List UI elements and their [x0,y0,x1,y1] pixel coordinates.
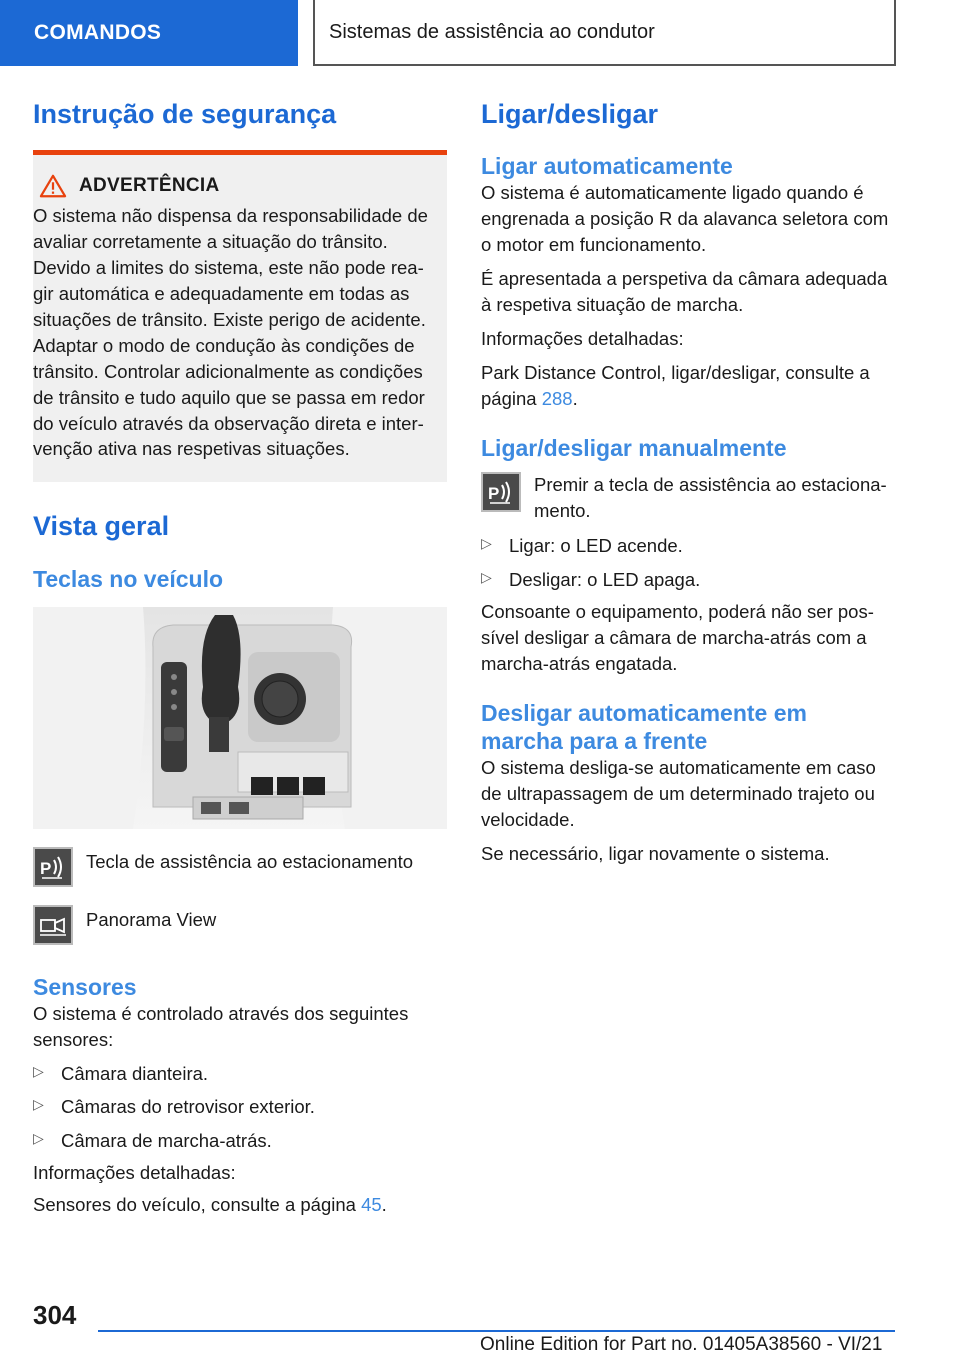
button-item-park-assist [33,847,447,887]
button-item-panorama [33,905,447,945]
auto-on-heading: Ligar automaticamente [481,153,733,180]
manual-heading: Ligar/desligar manualmente [481,434,787,461]
manual-list [481,533,895,593]
svg-text:P: P [40,858,52,878]
sensors-list [33,1061,447,1155]
edition-info: Online Edition for Part no. 01405A38560 - VI/21 [480,1334,883,1355]
details-reference-text: Sensores do veículo, consulte a página [33,1194,362,1216]
page-link-288[interactable]: 288 [541,387,573,409]
panorama-view-icon [33,905,73,945]
safety-heading: Instrução de segurança [33,99,337,129]
details-reference: Park Distance Control, ligar/desligar, consulte a página 288. [481,361,870,409]
park-assist-icon [33,847,73,887]
manual-note: Consoante o equipamento, poderá não ser pos-sível desligar a câmara de marcha-atrás com a marcha-atrás engatada. [481,601,874,674]
button-item-label: Panorama View [86,908,217,930]
details-reference: Sensores do veículo, consulte a página 45. [33,1194,387,1216]
list-item: ▷ Câmaras do retrovisor exterior. [33,1094,447,1120]
warning-text: O sistema não dispensa da responsabilidade de avaliar corretamente a situação do trânsito. Devido a limites do sistema, este não pode rea-gir automática e adequadamente em todas as situações de trânsito. Existe perigo de acidente. Adaptar o modo de condução às condições de trânsito. Controlar adicionalmente as condições de trânsito e tudo aquilo que se passa em redor do veículo através da observação direta e inter-venção ativa nas respetivas situações. [33,205,428,460]
manual-text: Premir a tecla de assistência ao estaciona-mento. [534,473,887,521]
sensors-heading: Sensores [33,973,137,1000]
onoff-heading: Ligar/desligar [481,99,659,129]
details-label: Informações detalhadas: [481,327,684,349]
buttons-heading: Teclas no veículo [33,565,224,592]
left-column [33,98,447,1218]
details-label: Informações detalhadas: [33,1162,236,1184]
park-assist-icon [481,472,521,512]
overview-heading: Vista geral [33,511,170,542]
page-header [0,0,960,66]
auto-off-text: O sistema desliga-se automaticamente em caso de ultrapassagem de um determinado trajeto ou velocidade. [481,756,876,830]
list-item: ▷ Câmara dianteira. [33,1061,447,1087]
right-column [481,98,895,867]
svg-text:P: P [488,483,500,503]
footer-divider [98,1330,895,1332]
page-link-45[interactable]: 45 [361,1194,382,1216]
list-item: ▷ Câmara de marcha-atrás. [33,1128,447,1154]
details-reference-text: Park Distance Control, ligar/desligar, consulte a página [481,361,870,409]
warning-box [33,150,447,482]
section-tab[interactable]: COMANDOS [0,0,298,66]
center-console-photo [33,607,447,829]
list-item: ▷ Desligar: o LED apaga. [481,567,895,593]
sensors-intro: O sistema é controlado através dos seguintes sensores: [33,1002,409,1050]
manual-instruction [481,472,895,524]
auto-on-text-2: É apresentada a perspetiva da câmara adequada à respetiva situação de marcha. [481,268,888,315]
page-number: 304 [33,1300,77,1330]
auto-on-text: O sistema é automaticamente ligado quando é engrenada a posição R da alavanca seletora com o motor em funcionamento. [481,182,889,256]
warning-header [33,173,441,199]
auto-off-heading: Desligar automaticamente em marcha para a frente [481,699,807,754]
button-item-label: Tecla de assistência ao estacionamento [86,850,414,872]
chapter-title: Sistemas de assistência ao condutor [313,0,896,66]
list-item: ▷ Ligar: o LED acende. [481,533,895,559]
auto-off-text-2: Se necessário, ligar novamente o sistema. [481,842,830,864]
warning-triangle-icon [37,173,69,199]
warning-title: ADVERTÊNCIA [79,175,220,197]
center-console-illustration [33,607,447,829]
